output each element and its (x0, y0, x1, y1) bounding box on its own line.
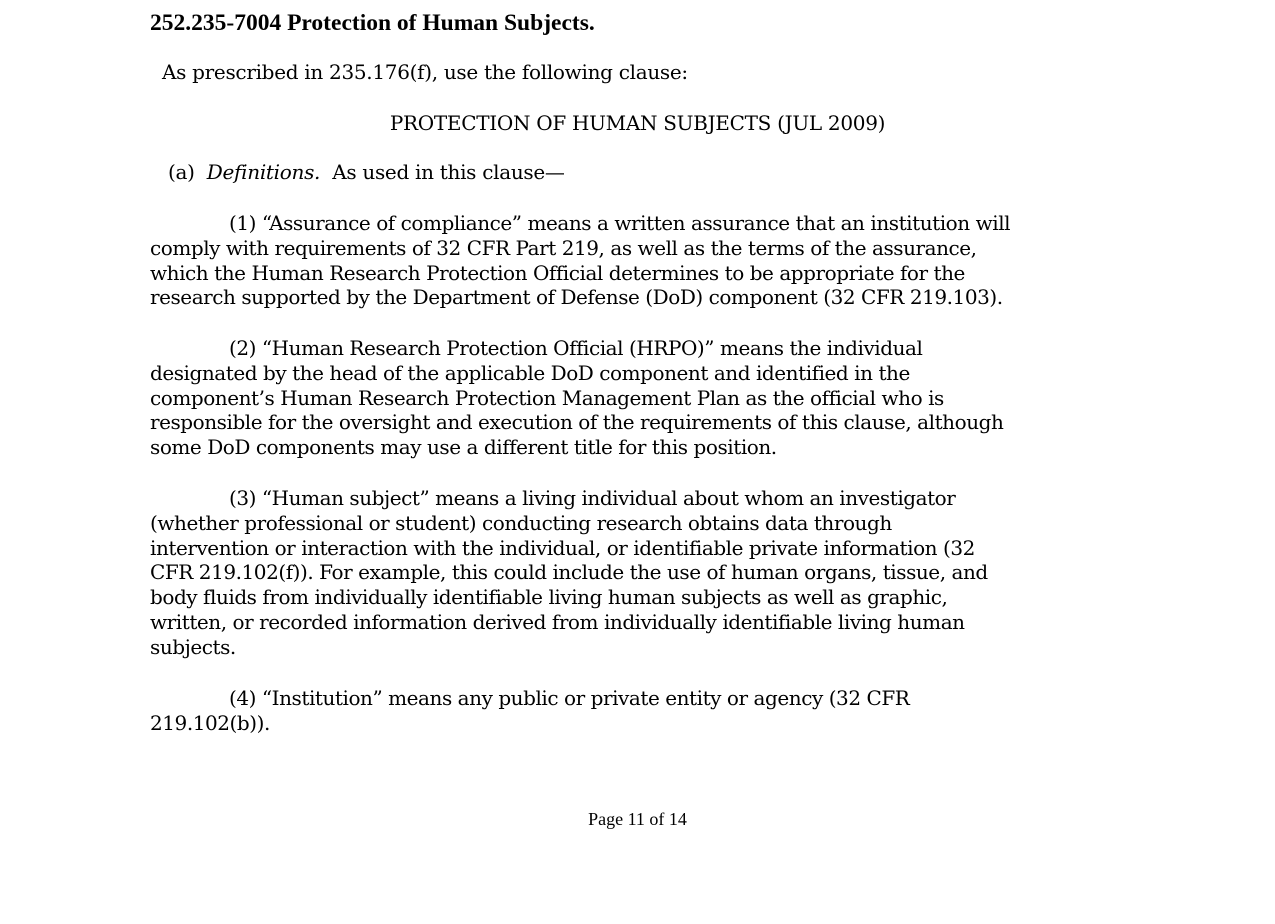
definition-line: research supported by the Department of Defense (DoD) component (32 CFR 219.103). (150, 285, 1003, 310)
definition-line: written, or recorded information derived from individually identifiable living human (150, 609, 965, 634)
page-number: Page 11 of 14 (588, 809, 687, 829)
definition-line: subjects. (150, 634, 236, 659)
definition-line: (whether professional or student) conducting research obtains data through (150, 510, 892, 535)
subsection-text: As used in this clause— (332, 160, 565, 184)
subsection-term: Definitions. (206, 160, 321, 184)
definition-line: some DoD components may use a different title for this position. (150, 435, 777, 460)
definition-line: which the Human Research Protection Official determines to be appropriate for the (150, 260, 965, 285)
definition-paragraph-1 (150, 211, 1010, 310)
definition-line: (4) “Institution” means any public or private entity or agency (32 CFR (229, 686, 910, 710)
section-heading: 252.235-7004 Protection of Human Subjects. (150, 10, 595, 36)
definition-line: CFR 219.102(f)). For example, this could include the use of human organs, tissue, and (150, 560, 988, 585)
definition-paragraph-2 (150, 336, 1003, 460)
definition-line: (2) “Human Research Protection Official (HRPO)” means the individual (229, 336, 923, 360)
definition-line: (3) “Human subject” means a living individual about whom an investigator (229, 486, 956, 510)
definition-line: body fluids from individually identifiable living human subjects as well as graphic, (150, 585, 948, 610)
definition-line: responsible for the oversight and execution of the requirements of this clause, although (150, 410, 1004, 435)
subsection-marker: (a) (168, 160, 195, 184)
subsection-a (168, 159, 565, 185)
prescription-text: As prescribed in 235.176(f), use the following clause: (162, 60, 688, 84)
definition-line: comply with requirements of 32 CFR Part 219, as well as the terms of the assurance, (150, 235, 977, 260)
definition-line: component’s Human Research Protection Management Plan as the official who is (150, 385, 944, 410)
definition-line: (1) “Assurance of compliance” means a written assurance that an institution will (229, 211, 1011, 235)
definition-line: designated by the head of the applicable DoD component and identified in the (150, 360, 910, 385)
definition-paragraph-4 (150, 686, 909, 736)
definition-paragraph-3 (150, 486, 988, 660)
definition-line: intervention or interaction with the individual, or identifiable private information (32 (150, 535, 975, 560)
definition-line: 219.102(b)). (150, 710, 270, 735)
clause-title: PROTECTION OF HUMAN SUBJECTS (JUL 2009) (389, 111, 886, 135)
